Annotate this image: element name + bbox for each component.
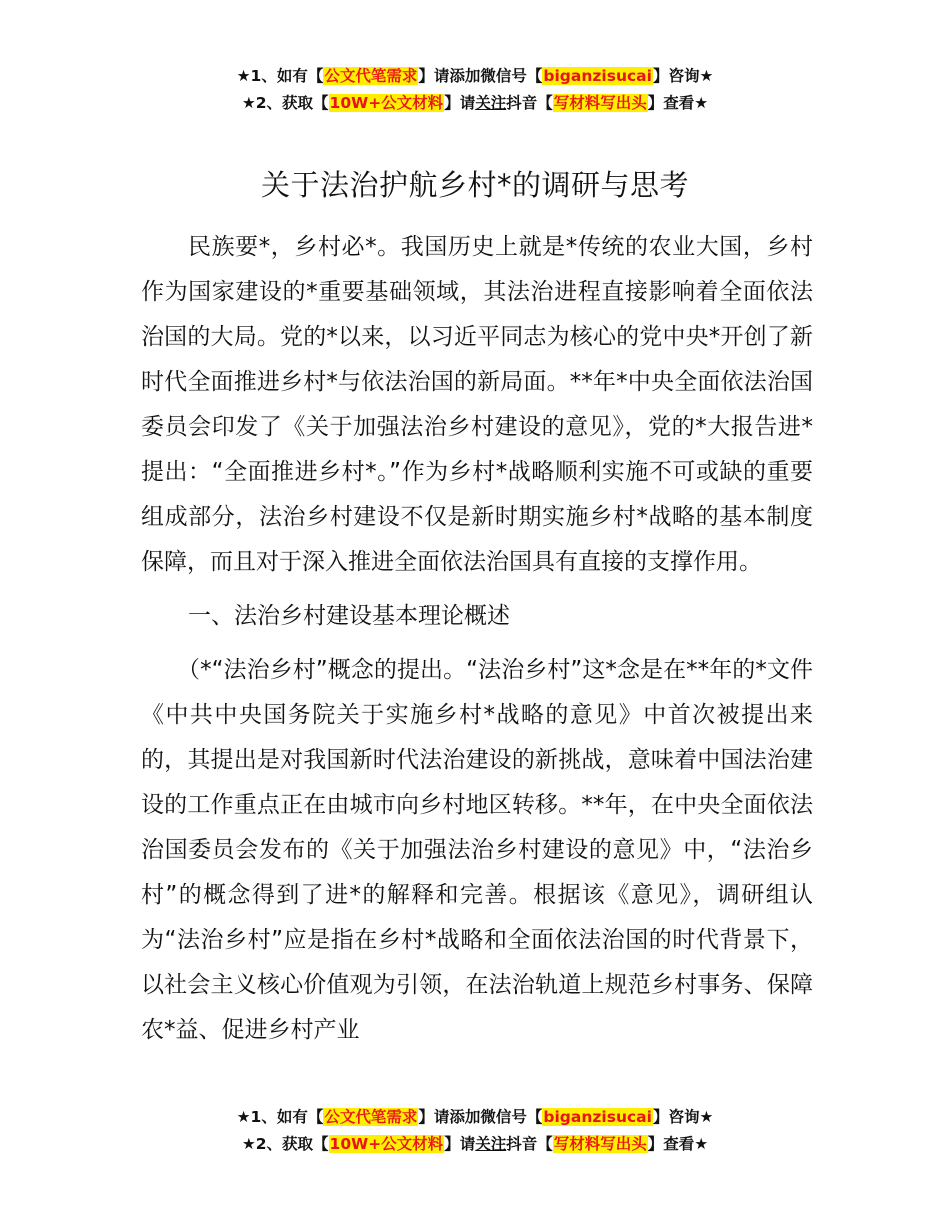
banner-text: 】咨询★ xyxy=(652,1108,714,1126)
banner-highlight: 公文代笔需求 xyxy=(324,67,418,85)
paragraph-intro: 民族要*，乡村必*。我国历史上就是*传统的农业大国，乡村作为国家建设的*重要基础领域，其法治进程直接影响着全面依法治国的大局。党的*以来，以习近平同志为核心的党中央*开创了新时代全面推进乡村*与依法治国的新局面。**年*中央全面依法治国委员会印发了《关于加强法治乡村建设的意见》，党的*大报告进*提出：“全面推进乡村*。”作为乡村*战略顺利实施不可或缺的重要组成部分，法治乡村建设不仅是新时期实施乡村*战略的基本制度保障，而且对于深入推进全面依法治国具有直接的支撑作用。 xyxy=(141,234,813,575)
banner-text: 】请 xyxy=(444,94,476,112)
banner-text: 】请 xyxy=(418,67,450,85)
document-body xyxy=(141,225,813,1053)
banner-text: 抖音【 xyxy=(506,1135,553,1153)
banner-text: 微信号【 xyxy=(480,1108,543,1126)
banner-highlight-wechat-id: biganzisucai xyxy=(543,1108,652,1126)
banner-text-emphasis: 添加 xyxy=(449,67,481,85)
banner-text: 】请 xyxy=(444,1135,476,1153)
banner-line-1 xyxy=(0,1104,950,1131)
banner-line-2 xyxy=(0,90,950,117)
banner-text-underlined: 关注 xyxy=(475,94,507,112)
banner-line-2 xyxy=(0,1131,950,1158)
banner-highlight: 10W+公文材料 xyxy=(329,94,444,112)
banner-text: 抖音【 xyxy=(506,94,553,112)
banner-text: 】查看★ xyxy=(647,1135,709,1153)
banner-line-1 xyxy=(0,63,950,90)
banner-text: 】咨询★ xyxy=(652,67,714,85)
banner-text: ★2、获取【 xyxy=(241,1135,329,1153)
banner-highlight: 10W+公文材料 xyxy=(329,1135,444,1153)
banner-text: 】查看★ xyxy=(647,94,709,112)
banner-text-underlined: 关注 xyxy=(475,1135,507,1153)
banner-text-emphasis: 添加 xyxy=(449,1108,481,1126)
footer-banner xyxy=(0,1104,950,1158)
banner-highlight: 公文代笔需求 xyxy=(324,1108,418,1126)
banner-text: 】请 xyxy=(418,1108,450,1126)
paragraph-concept: （*“法治乡村”概念的提出。“法治乡村”这*念是在**年的*文件《中共中央国务院关于实施乡村*战略的意见》中首次被提出来的，其提出是对我国新时代法治建设的新挑战，意味着中国法治建设的工作重点正在由城市向乡村地区转移。**年，在中央全面依法治国委员会发布的《关于加强法治乡村建设的意见》中，“法治乡村”的概念得到了进*的解释和完善。根据该《意见》，调研组认为“法治乡村”应是指在乡村*战略和全面依法治国的时代背景下，以社会主义核心价值观为引领，在法治轨道上规范乡村事务、保障农*益、促进乡村产业 xyxy=(141,657,813,1043)
banner-text: ★1、如有【 xyxy=(236,67,324,85)
banner-highlight-wechat-id: biganzisucai xyxy=(543,67,652,85)
header-banner xyxy=(0,63,950,117)
banner-text: 微信号【 xyxy=(480,67,543,85)
banner-text: ★2、获取【 xyxy=(241,94,329,112)
section-heading-1: 一、法治乡村建设基本理论概述 xyxy=(188,603,510,629)
banner-highlight-douyin: 写材料写出头 xyxy=(553,94,647,112)
banner-text: ★1、如有【 xyxy=(236,1108,324,1126)
document-title: 关于法治护航乡村*的调研与思考 xyxy=(260,168,689,202)
banner-highlight-douyin: 写材料写出头 xyxy=(553,1135,647,1153)
